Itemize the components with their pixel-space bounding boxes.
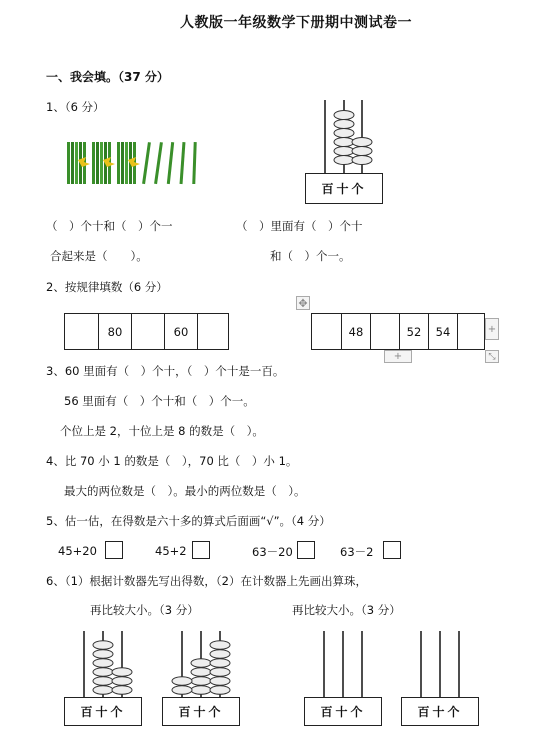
abacus-c[interactable] bbox=[304, 631, 384, 701]
seq-right-cell-3[interactable] bbox=[370, 314, 399, 349]
q2-label: 2、按规律填数（6 分） bbox=[46, 280, 168, 294]
q5-expr-2: 45+2 bbox=[155, 544, 187, 558]
q6-line1: 6、（1）根据计数器先写出得数，（2）在计数器上先画出算珠， bbox=[46, 574, 367, 588]
move-icon[interactable]: ✥ bbox=[296, 296, 310, 310]
q5-line1: 5、估一估，在得数是六十多的算式后面画“√”。（4 分） bbox=[46, 514, 331, 528]
sequence-left bbox=[64, 313, 229, 350]
seq-right-cell-2[interactable]: 48 bbox=[341, 314, 370, 349]
seq-left-cell-2[interactable]: 80 bbox=[98, 314, 131, 349]
stick-bundle-1 bbox=[67, 142, 90, 184]
abacus-a bbox=[64, 631, 144, 701]
seq-left-cell-5[interactable] bbox=[197, 314, 228, 349]
q1-label: 1、（6 分） bbox=[46, 100, 105, 114]
q1-line2b: 和（ ）个一。 bbox=[270, 249, 351, 263]
stick-bundle-2 bbox=[92, 142, 115, 184]
abacus-b bbox=[162, 631, 242, 701]
q3-line1: 3、60 里面有（ ）个十，（ ）个十是一百。 bbox=[46, 364, 285, 378]
section-heading: 一、我会填。（37 分） bbox=[46, 70, 169, 84]
seq-right-cell-6[interactable] bbox=[457, 314, 484, 349]
q5-checkbox-3[interactable] bbox=[297, 541, 315, 559]
q1-line1b: （ ）里面有（ ）个十 bbox=[236, 219, 363, 233]
abacus-d-label: 百十个 bbox=[401, 697, 479, 726]
q1-line1a: （ ）个十和（ ）个一 bbox=[46, 219, 173, 233]
seq-left-cell-3[interactable] bbox=[131, 314, 164, 349]
q5-expr-4: 63－2 bbox=[340, 545, 374, 559]
abacus-d[interactable] bbox=[401, 631, 481, 701]
q5-checkbox-1[interactable] bbox=[105, 541, 123, 559]
q4-line1: 4、比 70 小 1 的数是（ ），70 比（ ）小 1。 bbox=[46, 454, 298, 468]
q6-line2a: 再比较大小。（3 分） bbox=[90, 603, 199, 617]
sequence-right bbox=[311, 313, 485, 350]
q5-checkbox-4[interactable] bbox=[383, 541, 401, 559]
page-title: 人教版一年级数学下册期中测试卷一 bbox=[180, 15, 412, 31]
sticks-illustration bbox=[64, 140, 204, 188]
seq-right-cell-5[interactable]: 54 bbox=[428, 314, 457, 349]
seq-right-cell-1[interactable] bbox=[312, 314, 341, 349]
stick-bundle-3 bbox=[117, 142, 140, 184]
q6-line2b: 再比较大小。（3 分） bbox=[292, 603, 401, 617]
resize-icon[interactable]: ⤡ bbox=[485, 350, 499, 363]
single-sticks bbox=[142, 142, 197, 184]
q5-checkbox-2[interactable] bbox=[192, 541, 210, 559]
abacus-a-label: 百十个 bbox=[64, 697, 142, 726]
abacus-q1-label: 百十个 bbox=[305, 173, 383, 204]
add-column-button[interactable]: + bbox=[485, 318, 499, 340]
seq-right-cell-4[interactable]: 52 bbox=[399, 314, 428, 349]
seq-left-cell-4[interactable]: 60 bbox=[164, 314, 197, 349]
q3-line2: 56 里面有（ ）个十和（ ）个一。 bbox=[64, 394, 255, 408]
q4-line2: 最大的两位数是（ ）。最小的两位数是（ ）。 bbox=[64, 484, 306, 498]
abacus-c-label: 百十个 bbox=[304, 697, 382, 726]
q3-line3: 个位上是 2，十位上是 8 的数是（ ）。 bbox=[60, 424, 264, 438]
q1-line2a: 合起来是（ ）。 bbox=[50, 249, 148, 263]
q5-expr-1: 45+20 bbox=[58, 544, 97, 558]
q5-expr-3: 63－20 bbox=[252, 545, 293, 559]
add-row-button[interactable]: + bbox=[384, 350, 412, 363]
seq-left-cell-1[interactable] bbox=[65, 314, 98, 349]
abacus-b-label: 百十个 bbox=[162, 697, 240, 726]
